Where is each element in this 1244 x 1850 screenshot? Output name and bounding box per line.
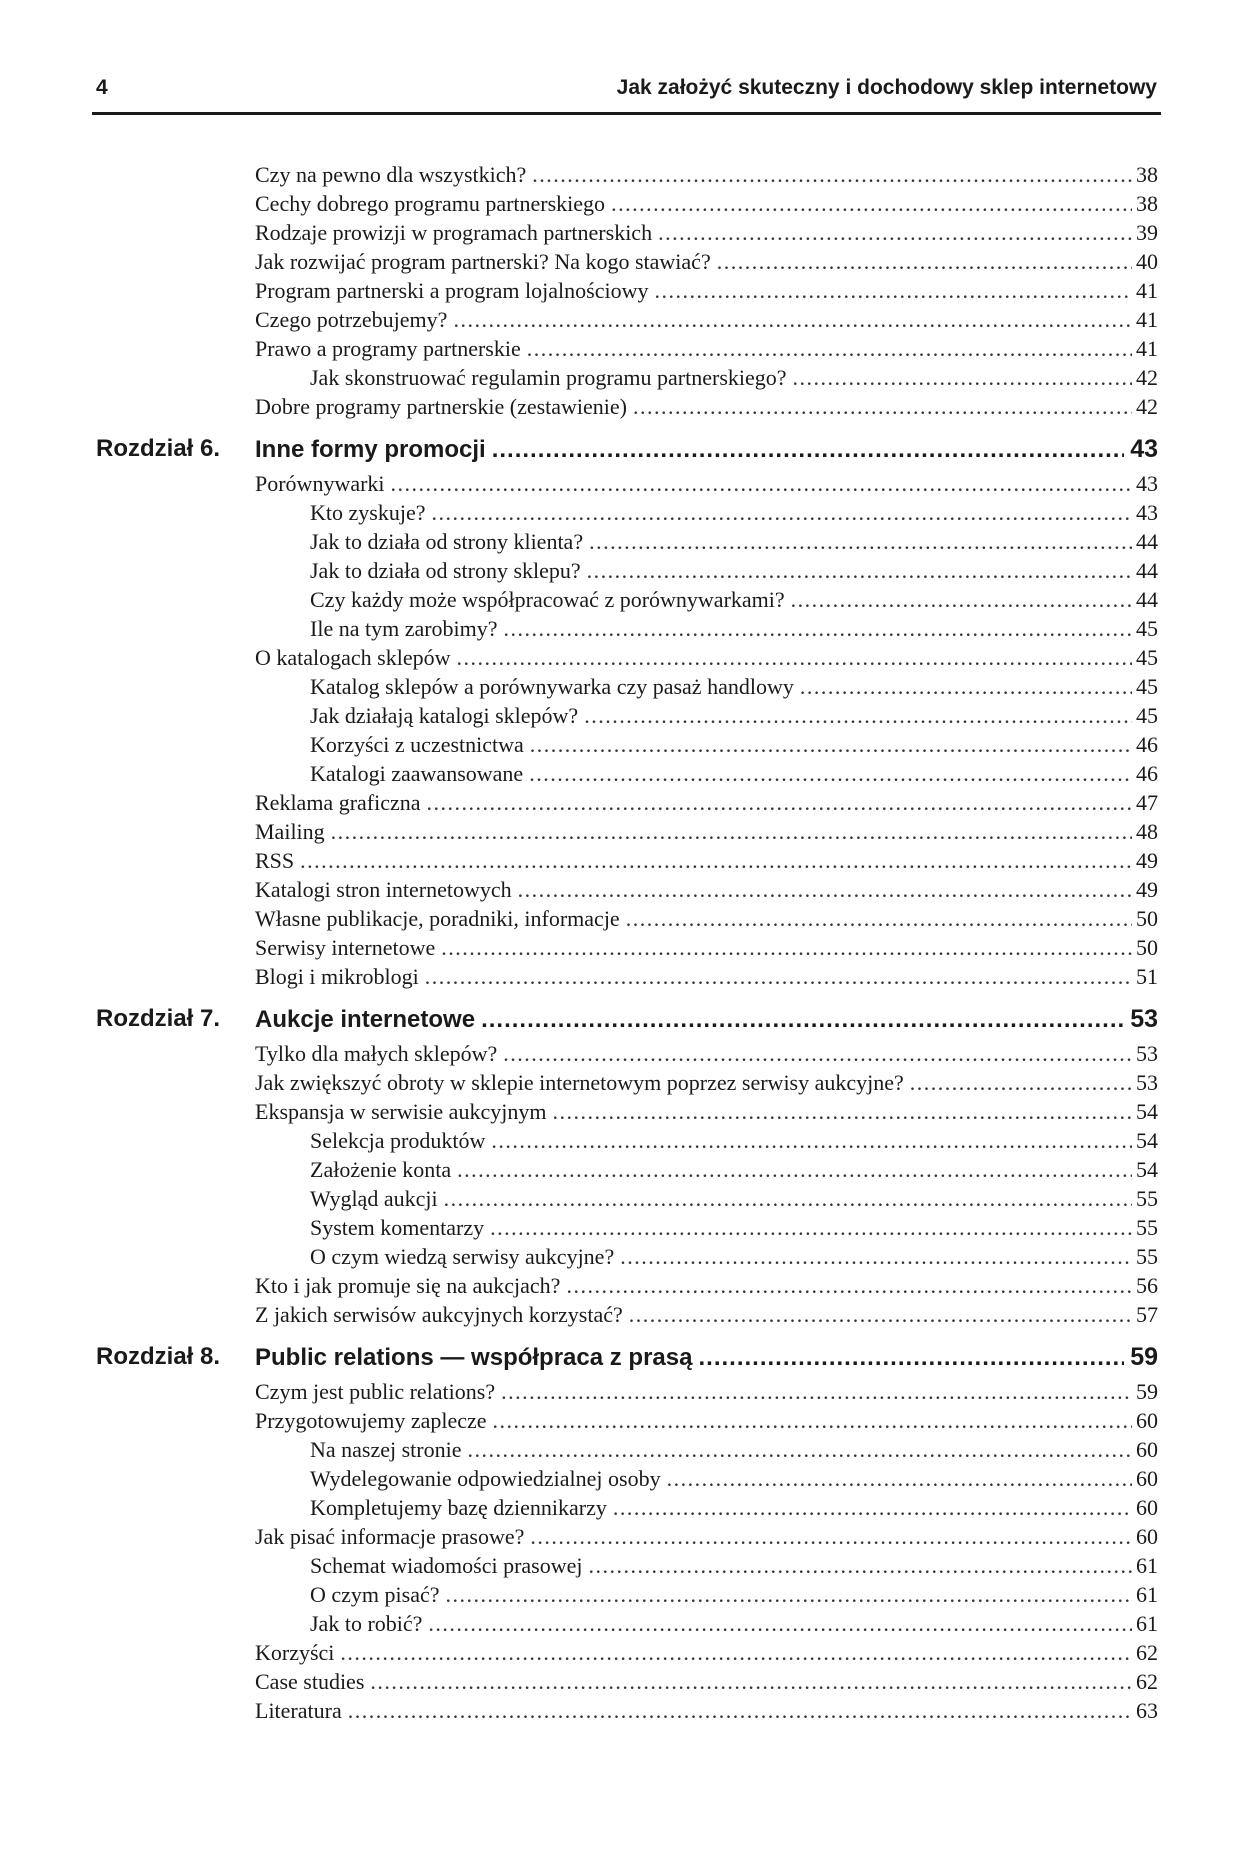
toc-entry-title: Tylko dla małych sklepów? bbox=[255, 1041, 498, 1066]
toc-entry-line bbox=[310, 498, 1158, 527]
toc-entry-line bbox=[255, 1068, 1158, 1097]
toc-entry-page: 47 bbox=[1136, 790, 1158, 815]
toc-entry-page: 44 bbox=[1136, 529, 1158, 554]
toc-entry-line bbox=[255, 1377, 1158, 1406]
chapter-label: Rozdział 8. bbox=[96, 1343, 221, 1370]
toc-entry bbox=[0, 1667, 1244, 1696]
toc-entry-page: 55 bbox=[1136, 1215, 1158, 1240]
toc-entry-line bbox=[310, 585, 1158, 614]
toc-entry-line bbox=[310, 1155, 1158, 1184]
toc-entry-page: 45 bbox=[1136, 703, 1158, 728]
dot-leader bbox=[431, 498, 1132, 527]
toc-entry-page: 57 bbox=[1136, 1302, 1158, 1327]
toc-entry-page: 44 bbox=[1136, 558, 1158, 583]
toc-entry-page: 61 bbox=[1136, 1553, 1158, 1578]
toc-subentry bbox=[0, 1609, 1244, 1638]
toc-entry-line bbox=[310, 1213, 1158, 1242]
toc-entry-title: Jak skonstruować regulamin programu partnerskiego? bbox=[310, 365, 787, 390]
dot-leader bbox=[427, 788, 1132, 817]
dot-leader bbox=[584, 701, 1132, 730]
dot-leader bbox=[611, 189, 1132, 218]
toc-entry bbox=[0, 846, 1244, 875]
toc-entry-line bbox=[255, 875, 1158, 904]
toc-entry-line bbox=[255, 276, 1158, 305]
chapter-heading bbox=[0, 1337, 1244, 1377]
toc-entry-page: 60 bbox=[1136, 1524, 1158, 1549]
toc-entry-page: 60 bbox=[1136, 1466, 1158, 1491]
toc-entry-title: O czym pisać? bbox=[310, 1582, 440, 1607]
dot-leader bbox=[504, 614, 1132, 643]
toc-entry-title: Czego potrzebujemy? bbox=[255, 307, 448, 332]
toc-entry bbox=[0, 189, 1244, 218]
toc-entry bbox=[0, 1638, 1244, 1667]
chapter-line bbox=[255, 999, 1158, 1039]
dot-leader bbox=[444, 1184, 1132, 1213]
dot-leader bbox=[791, 585, 1132, 614]
toc-entry-line bbox=[310, 730, 1158, 759]
toc-entry-page: 38 bbox=[1136, 191, 1158, 216]
toc-entry-title: Serwisy internetowe bbox=[255, 935, 436, 960]
toc-entry-page: 50 bbox=[1136, 906, 1158, 931]
toc-entry bbox=[0, 160, 1244, 189]
toc-entry-page: 38 bbox=[1136, 162, 1158, 187]
toc-subentry bbox=[0, 759, 1244, 788]
toc-entry-page: 41 bbox=[1136, 278, 1158, 303]
dot-leader bbox=[793, 363, 1132, 392]
toc-entry bbox=[0, 276, 1244, 305]
dot-leader bbox=[331, 817, 1132, 846]
toc-entry-line bbox=[310, 759, 1158, 788]
chapter-page: 53 bbox=[1130, 1005, 1158, 1033]
toc-entry-page: 45 bbox=[1136, 674, 1158, 699]
toc-entry-title: O czym wiedzą serwisy aukcyjne? bbox=[310, 1244, 615, 1269]
toc-entry-page: 54 bbox=[1136, 1157, 1158, 1182]
toc-entry-title: Ile na tym zarobimy? bbox=[310, 616, 498, 641]
toc-entry-title: Czy każdy może współpracować z porównywarkami? bbox=[310, 587, 785, 612]
toc-entry-line bbox=[310, 1184, 1158, 1213]
toc-entry-line bbox=[310, 363, 1158, 392]
dot-leader bbox=[340, 1638, 1132, 1667]
toc-entry-line bbox=[255, 933, 1158, 962]
dot-leader bbox=[441, 933, 1132, 962]
dot-leader bbox=[626, 904, 1132, 933]
toc-entry-page: 55 bbox=[1136, 1186, 1158, 1211]
toc-subentry bbox=[0, 614, 1244, 643]
toc-entry-title: Wydelegowanie odpowiedzialnej osoby bbox=[310, 1466, 661, 1491]
toc-entry-page: 59 bbox=[1136, 1379, 1158, 1404]
toc-subentry bbox=[0, 1155, 1244, 1184]
toc-entry-page: 43 bbox=[1136, 471, 1158, 496]
toc-entry-line bbox=[310, 1551, 1158, 1580]
dot-leader bbox=[620, 1242, 1132, 1271]
toc-entry bbox=[0, 1271, 1244, 1300]
toc-entry-page: 45 bbox=[1136, 616, 1158, 641]
toc-entry bbox=[0, 1406, 1244, 1435]
toc-entry-page: 40 bbox=[1136, 249, 1158, 274]
toc-entry-line bbox=[310, 1493, 1158, 1522]
toc-entry-page: 54 bbox=[1136, 1099, 1158, 1124]
chapter-page: 43 bbox=[1130, 435, 1158, 463]
toc-entry-line bbox=[255, 469, 1158, 498]
dot-leader bbox=[446, 1580, 1133, 1609]
toc-entry bbox=[0, 247, 1244, 276]
toc-entry-line bbox=[255, 189, 1158, 218]
toc-entry-title: Z jakich serwisów aukcyjnych korzystać? bbox=[255, 1302, 623, 1327]
toc-entry-title: Założenie konta bbox=[310, 1157, 452, 1182]
toc-entry-title: Kompletujemy bazę dziennikarzy bbox=[310, 1495, 607, 1520]
toc-entry-title: Katalogi stron internetowych bbox=[255, 877, 512, 902]
toc-entry-title: Prawo a programy partnerskie bbox=[255, 336, 521, 361]
toc-entry-title: Jak rozwijać program partnerski? Na kogo stawiać? bbox=[255, 249, 711, 274]
toc-entry-title: RSS bbox=[255, 848, 295, 873]
toc-entry-line bbox=[255, 962, 1158, 991]
toc-subentry bbox=[0, 730, 1244, 759]
toc-entry-title: Rodzaje prowizji w programach partnerskich bbox=[255, 220, 653, 245]
toc-entry-line bbox=[255, 218, 1158, 247]
toc-entry-line bbox=[255, 1039, 1158, 1068]
toc-entry-title: Selekcja produktów bbox=[310, 1128, 486, 1153]
toc-entry-line bbox=[310, 1464, 1158, 1493]
dot-leader bbox=[654, 276, 1132, 305]
toc-entry-page: 54 bbox=[1136, 1128, 1158, 1153]
toc-subentry bbox=[0, 498, 1244, 527]
dot-leader bbox=[468, 1435, 1133, 1464]
toc-entry-title: Własne publikacje, poradniki, informacje bbox=[255, 906, 620, 931]
toc-entry-line bbox=[255, 1406, 1158, 1435]
toc-entry-title: O katalogach sklepów bbox=[255, 645, 451, 670]
toc-entry-page: 46 bbox=[1136, 761, 1158, 786]
dot-leader bbox=[589, 1551, 1133, 1580]
toc-entry-line bbox=[255, 643, 1158, 672]
toc-entry-title: Schemat wiadomości prasowej bbox=[310, 1553, 583, 1578]
dot-leader bbox=[501, 1377, 1132, 1406]
toc-entry-line bbox=[255, 1522, 1158, 1551]
toc-entry-title: Kto i jak promuje się na aukcjach? bbox=[255, 1273, 561, 1298]
dot-leader bbox=[552, 1097, 1132, 1126]
dot-leader bbox=[453, 305, 1132, 334]
toc-entry-title: Czy na pewno dla wszystkich? bbox=[255, 162, 527, 187]
toc-entry bbox=[0, 1696, 1244, 1725]
toc-subentry bbox=[0, 701, 1244, 730]
toc-entry-page: 45 bbox=[1136, 645, 1158, 670]
dot-leader bbox=[529, 759, 1132, 788]
toc-subentry bbox=[0, 1580, 1244, 1609]
toc-entry bbox=[0, 469, 1244, 498]
toc-entry-line bbox=[310, 1126, 1158, 1155]
dot-leader bbox=[425, 962, 1132, 991]
toc-entry-line bbox=[310, 1435, 1158, 1464]
toc-entry-title: Ekspansja w serwisie aukcyjnym bbox=[255, 1099, 547, 1124]
toc-entry-line bbox=[255, 392, 1158, 421]
toc-entry-title: Jak działają katalogi sklepów? bbox=[310, 703, 579, 728]
toc-subentry bbox=[0, 672, 1244, 701]
dot-leader bbox=[633, 392, 1132, 421]
toc-entry-page: 51 bbox=[1136, 964, 1158, 989]
toc-entry-page: 43 bbox=[1136, 500, 1158, 525]
dot-leader bbox=[490, 1213, 1132, 1242]
toc-entry-title: Katalog sklepów a porównywarka czy pasaż handlowy bbox=[310, 674, 794, 699]
toc-entry-page: 44 bbox=[1136, 587, 1158, 612]
toc-entry bbox=[0, 1377, 1244, 1406]
page-number: 4 bbox=[96, 76, 108, 99]
toc-subentry bbox=[0, 1435, 1244, 1464]
toc-subentry bbox=[0, 1126, 1244, 1155]
toc-subentry bbox=[0, 1551, 1244, 1580]
toc-subentry bbox=[0, 363, 1244, 392]
toc-entry-line bbox=[310, 701, 1158, 730]
dot-leader bbox=[566, 1271, 1132, 1300]
toc-entry bbox=[0, 788, 1244, 817]
dot-leader bbox=[300, 846, 1132, 875]
toc-entry-page: 55 bbox=[1136, 1244, 1158, 1269]
toc-entry bbox=[0, 643, 1244, 672]
dot-leader bbox=[491, 1126, 1132, 1155]
toc-entry-line bbox=[255, 817, 1158, 846]
toc-entry-page: 60 bbox=[1136, 1408, 1158, 1433]
dot-leader bbox=[532, 160, 1132, 189]
toc-entry-page: 46 bbox=[1136, 732, 1158, 757]
toc-subentry bbox=[0, 1242, 1244, 1271]
toc-entry bbox=[0, 1522, 1244, 1551]
toc-entry-page: 63 bbox=[1136, 1698, 1158, 1723]
toc-entry-line bbox=[255, 904, 1158, 933]
toc-entry-page: 56 bbox=[1136, 1273, 1158, 1298]
toc-entry-line bbox=[310, 672, 1158, 701]
dot-leader bbox=[800, 672, 1132, 701]
toc-entry-line bbox=[310, 1242, 1158, 1271]
dot-leader bbox=[587, 556, 1132, 585]
dot-leader bbox=[493, 1406, 1132, 1435]
toc-entry-page: 49 bbox=[1136, 848, 1158, 873]
chapter-page: 59 bbox=[1130, 1343, 1158, 1371]
toc-entry bbox=[0, 334, 1244, 363]
toc-entry bbox=[0, 933, 1244, 962]
toc-entry bbox=[0, 875, 1244, 904]
toc-entry-line bbox=[310, 527, 1158, 556]
chapter-label: Rozdział 7. bbox=[96, 1005, 221, 1032]
toc-entry-title: Blogi i mikroblogi bbox=[255, 964, 419, 989]
dot-leader bbox=[698, 1338, 1124, 1377]
dot-leader bbox=[629, 1300, 1132, 1329]
dot-leader bbox=[527, 334, 1132, 363]
toc-entry bbox=[0, 1068, 1244, 1097]
toc-entry-title: Czym jest public relations? bbox=[255, 1379, 496, 1404]
chapter-line bbox=[255, 429, 1158, 469]
toc-entry-page: 60 bbox=[1136, 1437, 1158, 1462]
toc-entry-page: 61 bbox=[1136, 1582, 1158, 1607]
toc-entry bbox=[0, 1039, 1244, 1068]
dot-leader bbox=[428, 1609, 1132, 1638]
toc-subentry bbox=[0, 1464, 1244, 1493]
toc-entry bbox=[0, 305, 1244, 334]
dot-leader bbox=[613, 1493, 1132, 1522]
toc-entry-page: 53 bbox=[1136, 1041, 1158, 1066]
toc-entry-line bbox=[255, 1696, 1158, 1725]
toc-entry-page: 42 bbox=[1136, 365, 1158, 390]
toc-entry-title: Na naszej stronie bbox=[310, 1437, 462, 1462]
chapter-heading bbox=[0, 429, 1244, 469]
dot-leader bbox=[457, 643, 1133, 672]
toc-entry-line bbox=[255, 1097, 1158, 1126]
toc-entry-title: Jak pisać informacje prasowe? bbox=[255, 1524, 525, 1549]
toc-entry-page: 53 bbox=[1136, 1070, 1158, 1095]
toc-subentry bbox=[0, 1493, 1244, 1522]
toc-entry bbox=[0, 1300, 1244, 1329]
toc-entry-line bbox=[255, 788, 1158, 817]
toc-entry-page: 62 bbox=[1136, 1669, 1158, 1694]
dot-leader bbox=[457, 1155, 1132, 1184]
toc-entry-page: 50 bbox=[1136, 935, 1158, 960]
toc-entry-title: Jak to robić? bbox=[310, 1611, 423, 1636]
dot-leader bbox=[503, 1039, 1132, 1068]
toc-entry-title: Kto zyskuje? bbox=[310, 500, 426, 525]
toc-entry-page: 62 bbox=[1136, 1640, 1158, 1665]
dot-leader bbox=[391, 469, 1132, 498]
toc-entry-page: 39 bbox=[1136, 220, 1158, 245]
toc-entry-title: Cechy dobrego programu partnerskiego bbox=[255, 191, 606, 216]
toc-entry-line bbox=[310, 556, 1158, 585]
dot-leader bbox=[717, 247, 1132, 276]
dot-leader bbox=[667, 1464, 1132, 1493]
toc-entry-title: System komentarzy bbox=[310, 1215, 485, 1240]
chapter-title: Public relations — współpraca z prasą bbox=[255, 1344, 693, 1371]
chapter-title: Inne formy promocji bbox=[255, 436, 486, 463]
toc-entry-line bbox=[310, 1580, 1158, 1609]
table-of-contents bbox=[0, 160, 1244, 1725]
toc-entry-page: 48 bbox=[1136, 819, 1158, 844]
toc-entry bbox=[0, 962, 1244, 991]
toc-entry-line bbox=[255, 334, 1158, 363]
toc-entry-title: Case studies bbox=[255, 1669, 365, 1694]
chapter-label: Rozdział 6. bbox=[96, 435, 221, 462]
toc-entry-line bbox=[255, 305, 1158, 334]
toc-entry-line bbox=[310, 614, 1158, 643]
toc-entry-title: Literatura bbox=[255, 1698, 342, 1723]
dot-leader bbox=[910, 1068, 1132, 1097]
toc-entry-title: Jak zwiększyć obroty w sklepie internetowym poprzez serwisy aukcyjne? bbox=[255, 1070, 904, 1095]
dot-leader bbox=[348, 1696, 1132, 1725]
toc-entry-page: 41 bbox=[1136, 336, 1158, 361]
toc-entry-title: Jak to działa od strony sklepu? bbox=[310, 558, 581, 583]
toc-entry-title: Jak to działa od strony klienta? bbox=[310, 529, 584, 554]
toc-entry-page: 42 bbox=[1136, 394, 1158, 419]
toc-entry-line bbox=[255, 1638, 1158, 1667]
toc-entry-line bbox=[255, 247, 1158, 276]
toc-entry-title: Korzyści z uczestnictwa bbox=[310, 732, 524, 757]
dot-leader bbox=[530, 730, 1132, 759]
toc-subentry bbox=[0, 1184, 1244, 1213]
book-title: Jak założyć skuteczny i dochodowy sklep internetowy bbox=[616, 76, 1157, 99]
toc-subentry bbox=[0, 585, 1244, 614]
toc-entry-line bbox=[310, 1609, 1158, 1638]
toc-entry bbox=[0, 1097, 1244, 1126]
dot-leader bbox=[370, 1667, 1132, 1696]
toc-entry bbox=[0, 392, 1244, 421]
toc-entry-page: 60 bbox=[1136, 1495, 1158, 1520]
toc-entry-title: Program partnerski a program lojalnościowy bbox=[255, 278, 649, 303]
toc-entry-title: Porównywarki bbox=[255, 471, 385, 496]
toc-entry-page: 41 bbox=[1136, 307, 1158, 332]
dot-leader bbox=[481, 1000, 1124, 1039]
toc-entry-title: Katalogi zaawansowane bbox=[310, 761, 524, 786]
toc-subentry bbox=[0, 556, 1244, 585]
toc-subentry bbox=[0, 527, 1244, 556]
toc-entry-title: Przygotowujemy zaplecze bbox=[255, 1408, 487, 1433]
dot-leader bbox=[518, 875, 1132, 904]
toc-entry-title: Wygląd aukcji bbox=[310, 1186, 438, 1211]
toc-entry-page: 49 bbox=[1136, 877, 1158, 902]
dot-leader bbox=[589, 527, 1132, 556]
toc-subentry bbox=[0, 1213, 1244, 1242]
toc-entry-title: Dobre programy partnerskie (zestawienie) bbox=[255, 394, 628, 419]
page-header bbox=[92, 76, 1161, 115]
toc-entry-page: 61 bbox=[1136, 1611, 1158, 1636]
toc-entry-title: Mailing bbox=[255, 819, 325, 844]
chapter-title: Aukcje internetowe bbox=[255, 1006, 476, 1033]
toc-entry bbox=[0, 904, 1244, 933]
chapter-line bbox=[255, 1337, 1158, 1377]
toc-entry-line bbox=[255, 1271, 1158, 1300]
toc-entry-title: Reklama graficzna bbox=[255, 790, 421, 815]
toc-entry bbox=[0, 817, 1244, 846]
toc-entry-line bbox=[255, 160, 1158, 189]
dot-leader bbox=[492, 430, 1124, 469]
dot-leader bbox=[658, 218, 1132, 247]
toc-entry-line bbox=[255, 846, 1158, 875]
chapter-heading bbox=[0, 999, 1244, 1039]
dot-leader bbox=[530, 1522, 1132, 1551]
toc-entry bbox=[0, 218, 1244, 247]
toc-entry-line bbox=[255, 1667, 1158, 1696]
toc-entry-title: Korzyści bbox=[255, 1640, 335, 1665]
toc-entry-line bbox=[255, 1300, 1158, 1329]
